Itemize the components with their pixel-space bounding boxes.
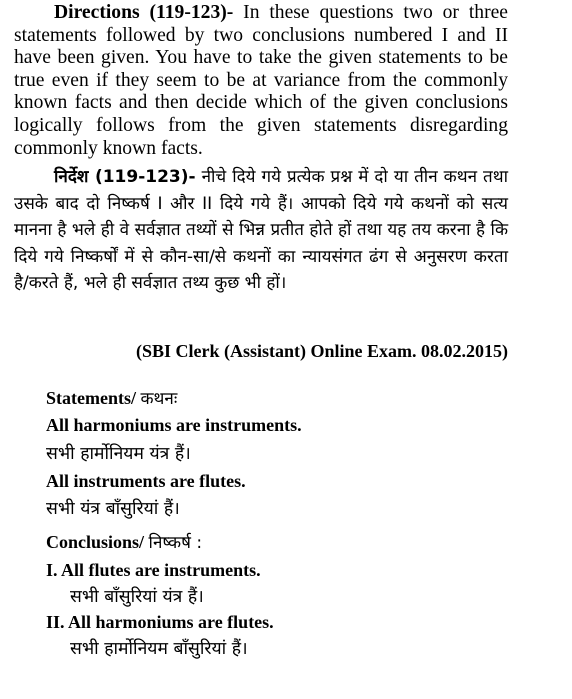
- conclusion-2-english: II. All harmoniums are flutes.: [46, 612, 274, 632]
- conclusion-2-hindi: सभी हार्मोनियम बाँसुरियां हैं।: [70, 639, 248, 659]
- directions-hindi: [14, 164, 508, 297]
- directions-hindi-lead: निर्देश (119-123)-: [54, 167, 196, 187]
- conclusions-heading: [46, 530, 202, 553]
- statements-heading-hindi: कथनः: [140, 389, 178, 409]
- conclusion-1-english: I. All flutes are instruments.: [46, 560, 261, 580]
- statement-1-english: All harmoniums are instruments.: [46, 415, 302, 435]
- conclusion-1-hindi: सभी बाँसुरियां यंत्र हैं।: [70, 587, 204, 607]
- conclusions-heading-hindi: निष्कर्ष :: [148, 533, 203, 553]
- directions-hindi-text: नीचे दिये गये प्रत्येक प्रश्न में दो या तीन कथन तथा उसके बाद दो निष्कर्ष I और II दिये गये हैं। आपको दिये गये कथनों को सत्य मानना है भले ही वे सर्वज्ञात तथ्यों से भिन्न प्रतीत होते हों तथा यह तय करना है कि दिये गये निष्कर्षों में से कौन-सा/से कथनों का न्यायसंगत ढंग से अनुसरण करता है/करते हैं, भले ही सर्वज्ञात तथ्य कुछ भी हों।: [14, 167, 508, 293]
- directions-english: [14, 2, 508, 160]
- conclusions-heading-english: Conclusions/: [46, 532, 149, 552]
- directions-english-text: In these questions two or three statements followed by two conclusions numbered I and II have been given. You have to take the given statements to be true even if they seem to be at variance from the commonly known facts and then decide which of the given conclusions logically follows from the given statements disregarding commonly known facts.: [14, 2, 508, 159]
- statements-heading-english: Statements/: [46, 388, 141, 408]
- statement-2-hindi: सभी यंत्र बाँसुरियां हैं।: [46, 499, 180, 519]
- statements-heading: [46, 386, 177, 409]
- exam-source: (SBI Clerk (Assistant) Online Exam. 08.02.2015): [135, 341, 508, 361]
- statement-2-english: All instruments are flutes.: [46, 471, 246, 491]
- statement-1-hindi: सभी हार्मोनियम यंत्र हैं।: [46, 444, 191, 464]
- directions-english-lead: Directions (119-123)-: [54, 2, 234, 23]
